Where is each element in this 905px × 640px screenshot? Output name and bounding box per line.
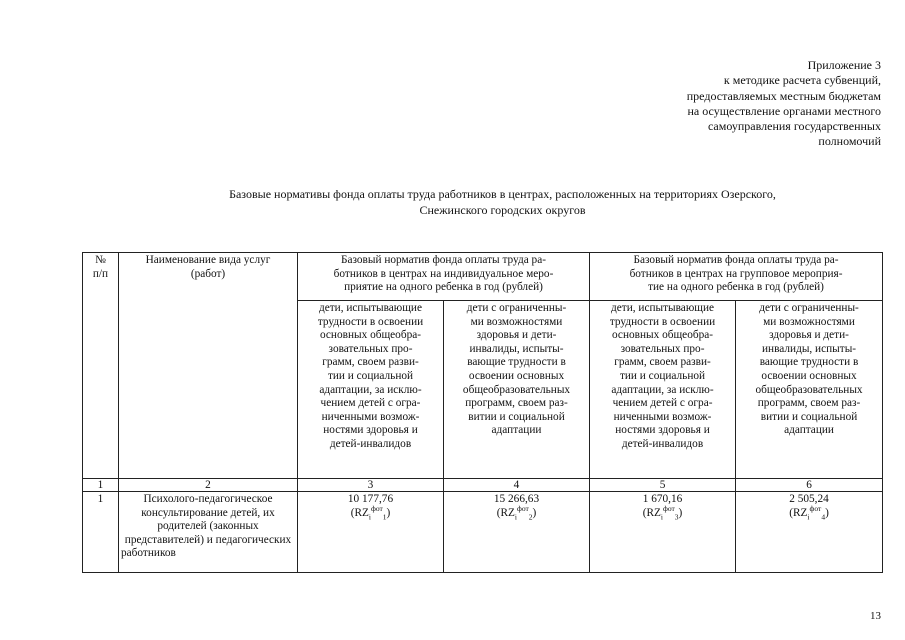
code-sub: 2 (528, 511, 533, 521)
subheader-difficulties-group: дети, испытывающие трудности в освоении основных общеобра- зовательных про- грамм, своем разви- тии и социальной адаптации, за исклю- чением детей с огра- ниченными возмож- ностями здоровья и детей-инвалидов (590, 301, 736, 479)
column-number: 2 (119, 479, 298, 492)
amount: 2 505,24 (789, 493, 829, 505)
value-cell (298, 492, 444, 573)
header-num: № п/п (83, 253, 119, 479)
amount: 10 177,76 (347, 493, 394, 505)
page-number: 13 (870, 610, 881, 622)
amount: 1 670,16 (642, 493, 683, 505)
title-line-2: Снежинского городских округов (419, 202, 586, 217)
appendix-line: предоставляемых местным бюджетам (686, 88, 881, 103)
table-row (83, 492, 883, 573)
appendix-line: на осуществление органами местного (687, 103, 881, 118)
code-sub: 4 (821, 511, 826, 521)
code-sup: фот (370, 503, 383, 513)
subheader-disabled-group: дети с ограниченны- ми возможностями здоровья и дети- инвалиды, испыты- вающие трудности в освоении основных общеобразовательных программ, своем раз- витии и социальной адаптации (736, 301, 883, 479)
header-service-name: Наименование вида услуг (работ) (119, 253, 298, 479)
subheader-disabled-individual: дети с ограниченны- ми возможностями здоровья и дети- инвалиды, испыты- вающие трудности в освоении основных общеобразовательных программ, своем раз- витии и социальной адаптации (444, 301, 590, 479)
norms-table (82, 252, 883, 573)
column-number: 5 (590, 479, 736, 492)
header-individual-norm: Базовый норматив фонда оплаты труда ра- ботников в центрах на индивидуальное меро- приятие на одного ребенка в год (рублей) (298, 253, 590, 301)
rate-code: $(RZ_i^{фот}_4)$ (789, 503, 829, 521)
subheader-difficulties-individual: дети, испытывающие трудности в освоении основных общеобра- зовательных про- грамм, своем разви- тии и социальной адаптации, за исклю- чением детей с огра- ниченными возмож- ностями здоровья и детей-инвалидов (298, 301, 444, 479)
header-row-1 (83, 253, 883, 301)
row-number: 1 (83, 492, 119, 573)
appendix-header (561, 58, 881, 150)
title-line-1: Базовые нормативы фонда оплаты труда работников в центрах, расположенных на территориях Озерского, (229, 187, 776, 201)
code-sup: фот (809, 503, 822, 513)
rate-code: $(RZ_i^{фот}_2)$ (496, 503, 537, 521)
appendix-line: полномочий (818, 134, 881, 149)
column-number: 4 (444, 479, 590, 492)
column-number: 6 (736, 479, 883, 492)
amount: 15 266,63 (493, 493, 540, 505)
code-sup: фот (517, 503, 529, 513)
value-cell (736, 492, 883, 573)
rate-code: $(RZ_i^{фот}_3)$ (642, 503, 683, 521)
appendix-line: Приложение 3 (807, 58, 881, 72)
column-number-row (83, 479, 883, 492)
code-sub: 1 (382, 511, 387, 521)
value-cell (444, 492, 590, 573)
column-number: 1 (83, 479, 119, 492)
rate-code: $(RZ_i^{фот}_1)$ (350, 503, 391, 521)
code-sup: фот (663, 503, 675, 513)
value-cell (590, 492, 736, 573)
service-name: Психолого-педагогическое консультирование детей, их родителей (законных представителей) и педагогических работников (119, 492, 298, 573)
header-group-norm: Базовый норматив фонда оплаты труда ра- ботников в центрах на групповое мероприя- тие на одного ребенка в год (рублей) (590, 253, 883, 301)
column-number: 3 (298, 479, 444, 492)
appendix-line: к методике расчета субвенций, (723, 73, 881, 88)
appendix-line: самоуправления государственных (707, 119, 881, 134)
document-title (120, 187, 885, 218)
code-sub: 3 (674, 511, 679, 521)
